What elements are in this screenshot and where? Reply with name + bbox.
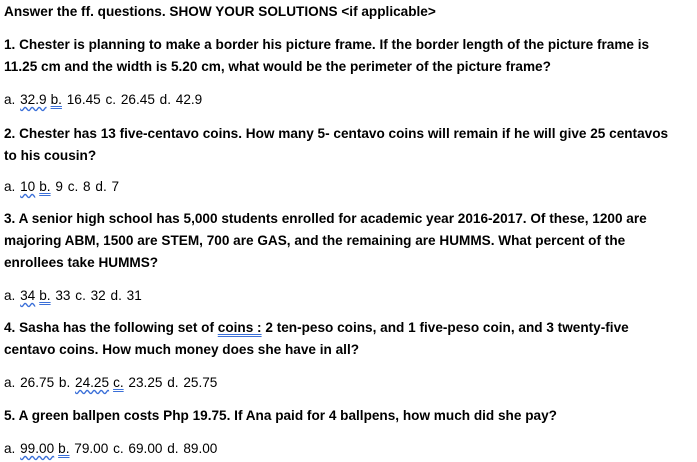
choice-b-value: 24.25	[75, 375, 110, 390]
choice-a-value: 10	[20, 179, 36, 194]
choices-rest: 79.00 c. 69.00 d. 89.00	[74, 441, 218, 456]
question-3-choices	[4, 285, 693, 307]
question-4-line-1-start: 4. Sasha has the following set of	[4, 320, 218, 335]
choice-c-label: c.	[113, 375, 124, 390]
choice-a-label: a.	[4, 288, 16, 303]
choice-a-label: a.	[4, 441, 16, 456]
choice-a-label: a.	[4, 92, 16, 107]
question-3-line-2: majoring ABM, 1500 are STEM, 700 are GAS, and the remaining are HUMMS. What percent of the	[4, 233, 626, 248]
choice-a-value: 99.00	[20, 441, 55, 456]
choices-rest: 23.25 d. 25.75	[128, 375, 218, 390]
question-4-line-1	[4, 317, 693, 339]
choices-rest: 9 c. 8 d. 7	[55, 179, 120, 194]
question-4-line-1-end: 2 ten-peso coins, and 1 five-peso coin, and 3 twenty-five	[261, 320, 629, 335]
question-2-choices	[4, 176, 693, 198]
question-2-line-2: to his cousin?	[4, 148, 97, 163]
question-4-coins-word: coins :	[217, 320, 262, 335]
question-2-line-1: 2. Chester has 13 five-centavo coins. How many 5- centavo coins will remain if he will give 25 centavos	[4, 126, 669, 141]
question-1-line-1: 1. Chester is planning to make a border his picture frame. If the border length of the picture frame is	[4, 37, 650, 52]
question-4-line-2: centavo coins. How much money does she have in all?	[4, 342, 360, 357]
choice-a-value: 32.9	[20, 92, 47, 107]
choices-rest: 16.45 c. 26.45 d. 42.9	[66, 92, 203, 107]
question-3-line-3: enrollees take HUMMS?	[4, 255, 159, 270]
question-1-line-2: 11.25 cm and the width is 5.20 cm, what would be the perimeter of the picture frame?	[4, 59, 551, 74]
choice-b-label: b.	[58, 441, 70, 456]
choice-b-label: b.	[39, 288, 51, 303]
choice-a-label: a.	[4, 179, 16, 194]
choice-a-value: 34	[20, 288, 36, 303]
choice-b-label: b.	[50, 92, 62, 107]
question-4-choices	[4, 372, 693, 394]
question-3-line-1: 3. A senior high school has 5,000 students enrolled for academic year 2016-2017. Of these, 1200 are	[4, 211, 647, 226]
question-1-choices	[4, 89, 693, 111]
choices-rest: 33 c. 32 d. 31	[55, 288, 142, 303]
question-5-choices	[4, 438, 693, 460]
worksheet-header: Answer the ff. questions. SHOW YOUR SOLUTIONS <if applicable>	[4, 4, 436, 19]
choice-a-text: a. 26.75 b.	[4, 375, 71, 390]
question-5-line-1: 5. A green ballpen costs Php 19.75. If Ana paid for 4 ballpens, how much did she pay?	[4, 408, 557, 423]
choice-b-label: b.	[39, 179, 51, 194]
